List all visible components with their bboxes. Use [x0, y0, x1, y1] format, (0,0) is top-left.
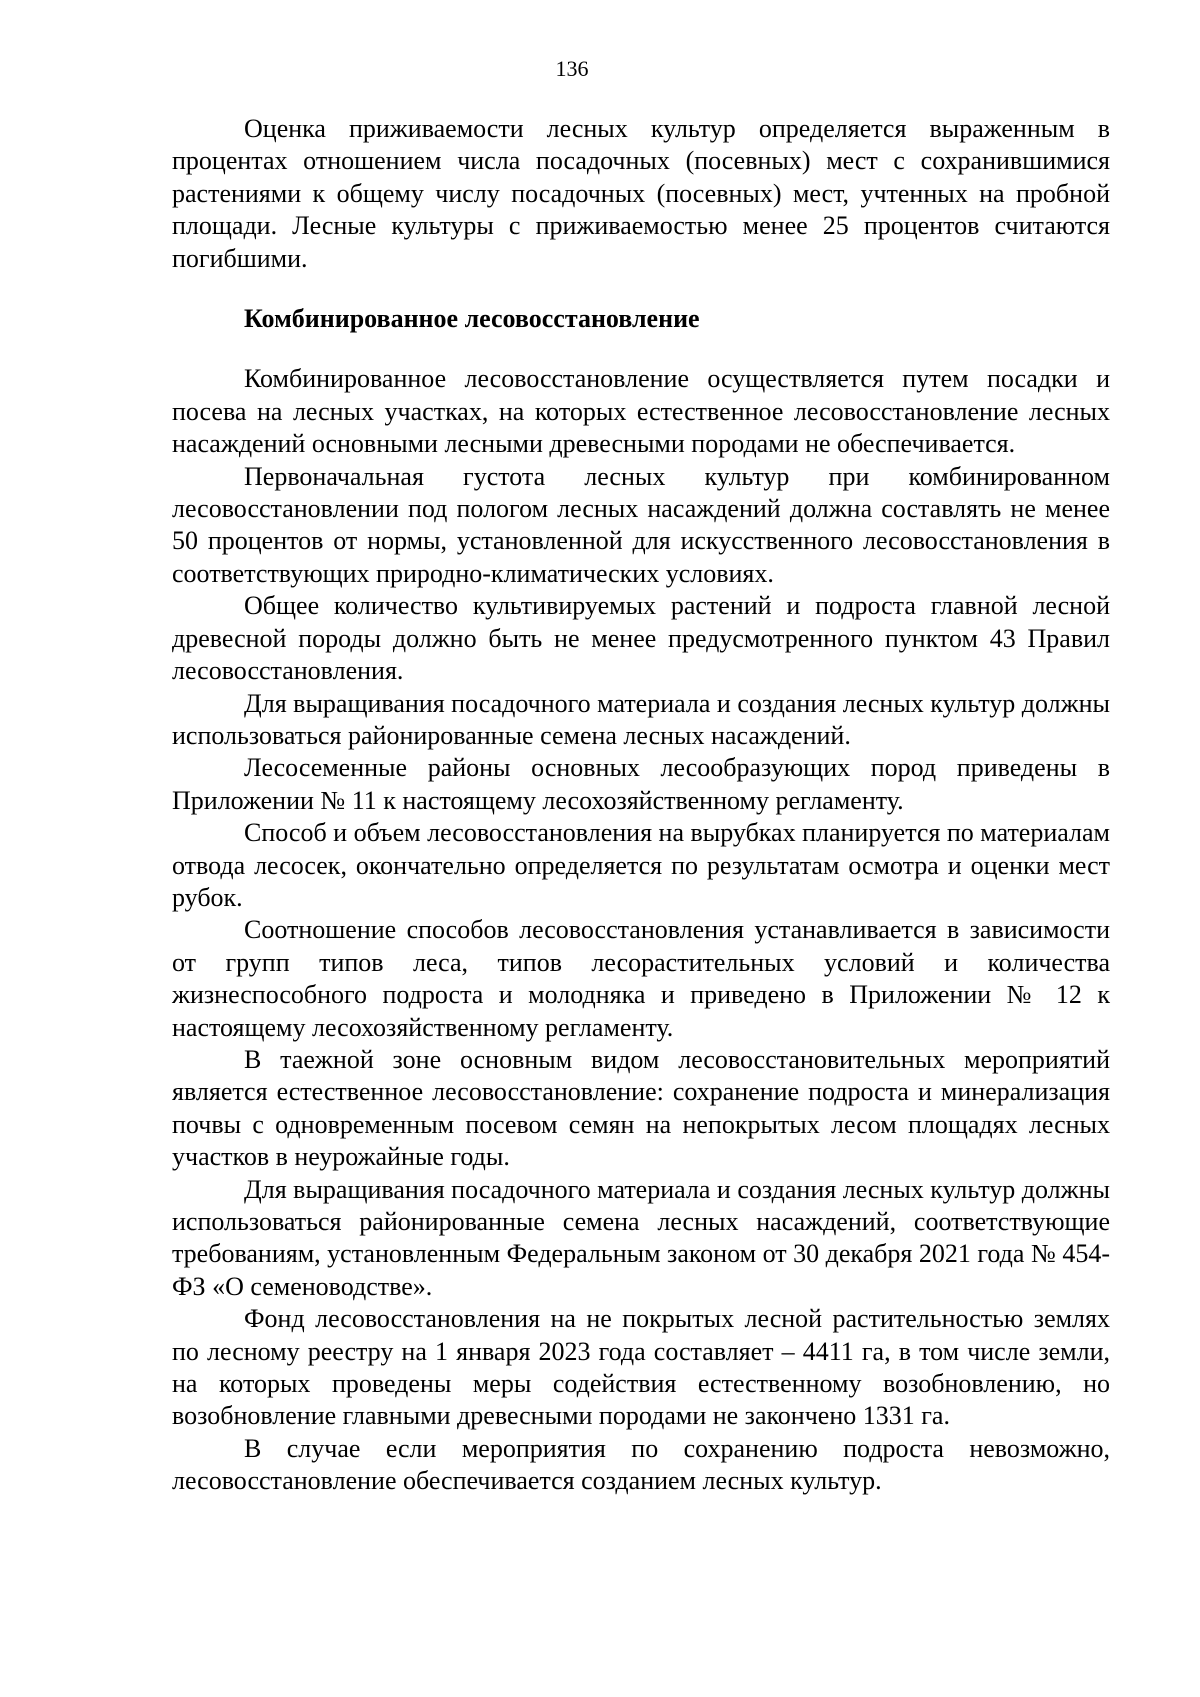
paragraph: Фонд лесовосстановления на не покрытых лесной растительностью землях по лесному реестру на 1 января 2023 года составляет – 4411 га, в том числе земли, на которых проведены меры содействия естественному возобновлению, но возобновление главными древесными породами не закончено 1331 га. — [172, 1304, 1110, 1431]
section-paragraphs — [172, 363, 1110, 1497]
paragraph: Для выращивания посадочного материала и создания лесных культур должны использоваться районированные семена лесных насаждений, соответствующие требованиям, установленным Федеральным законом от 30 декабря 2021 года № 454-ФЗ «О семеноводстве». — [172, 1174, 1110, 1301]
page-body — [172, 113, 1110, 1498]
paragraph: Комбинированное лесовосстановление осуществляется путем посадки и посева на лесных участках, на которых естественное лесовосстановление лесных насаждений основными лесными древесными породами не обеспечивается. — [172, 364, 1110, 459]
paragraph-survival-assessment: Оценка приживаемости лесных культур определяется выраженным в процентах отношением числа посадочных (посевных) мест с сохранившимися растениями к общему числу посадочных (посевных) мест, учтенных на пробной площади. Лесные культуры с приживаемостью менее 25 процентов считаются погибшими. — [172, 114, 1110, 273]
paragraph: Лесосеменные районы основных лесообразующих пород приведены в Приложении № 11 к настоящему лесохозяйственному регламенту. — [172, 753, 1110, 815]
paragraph: В таежной зоне основным видом лесовосстановительных мероприятий является естественное лесовосстановление: сохранение подроста и минерализация почвы с одновременным посевом семян на непокрытых лесом площадях лесных участков в неурожайные годы. — [172, 1044, 1110, 1172]
paragraph: Способ и объем лесовосстановления на вырубках планируется по материалам отвода лесосек, окончательно определяется по результатам осмотра и оценки мест рубок. — [172, 818, 1110, 912]
paragraph: Общее количество культивируемых растений и подроста главной лесной древесной породы должно быть не менее предусмотренного пунктом 43 Правил лесовосстановления. — [172, 591, 1110, 686]
page-number: 136 — [555, 56, 589, 81]
paragraph: В случае если мероприятия по сохранению подроста невозможно, лесовосстановление обеспечивается созданием лесных культур. — [172, 1433, 1110, 1496]
section-heading: Комбинированное лесовосстановление — [244, 304, 700, 334]
paragraph: Соотношение способов лесовосстановления устанавливается в зависимости от групп типов леса, типов лесорастительных условий и количества жизнеспособного подроста и молодняка и приведено в Приложении № 12 к настоящему лесохозяйственному регламенту. — [172, 915, 1110, 1042]
paragraph: Для выращивания посадочного материала и создания лесных культур должны использоваться районированные семена лесных насаждений. — [172, 688, 1110, 750]
paragraph: Первоначальная густота лесных культур при комбинированном лесовосстановлении под пологом лесных насаждений должна составлять не менее 50 процентов от нормы, установленной для искусственного лесовосстановления в соответствующих природно-климатических условиях. — [172, 461, 1110, 588]
